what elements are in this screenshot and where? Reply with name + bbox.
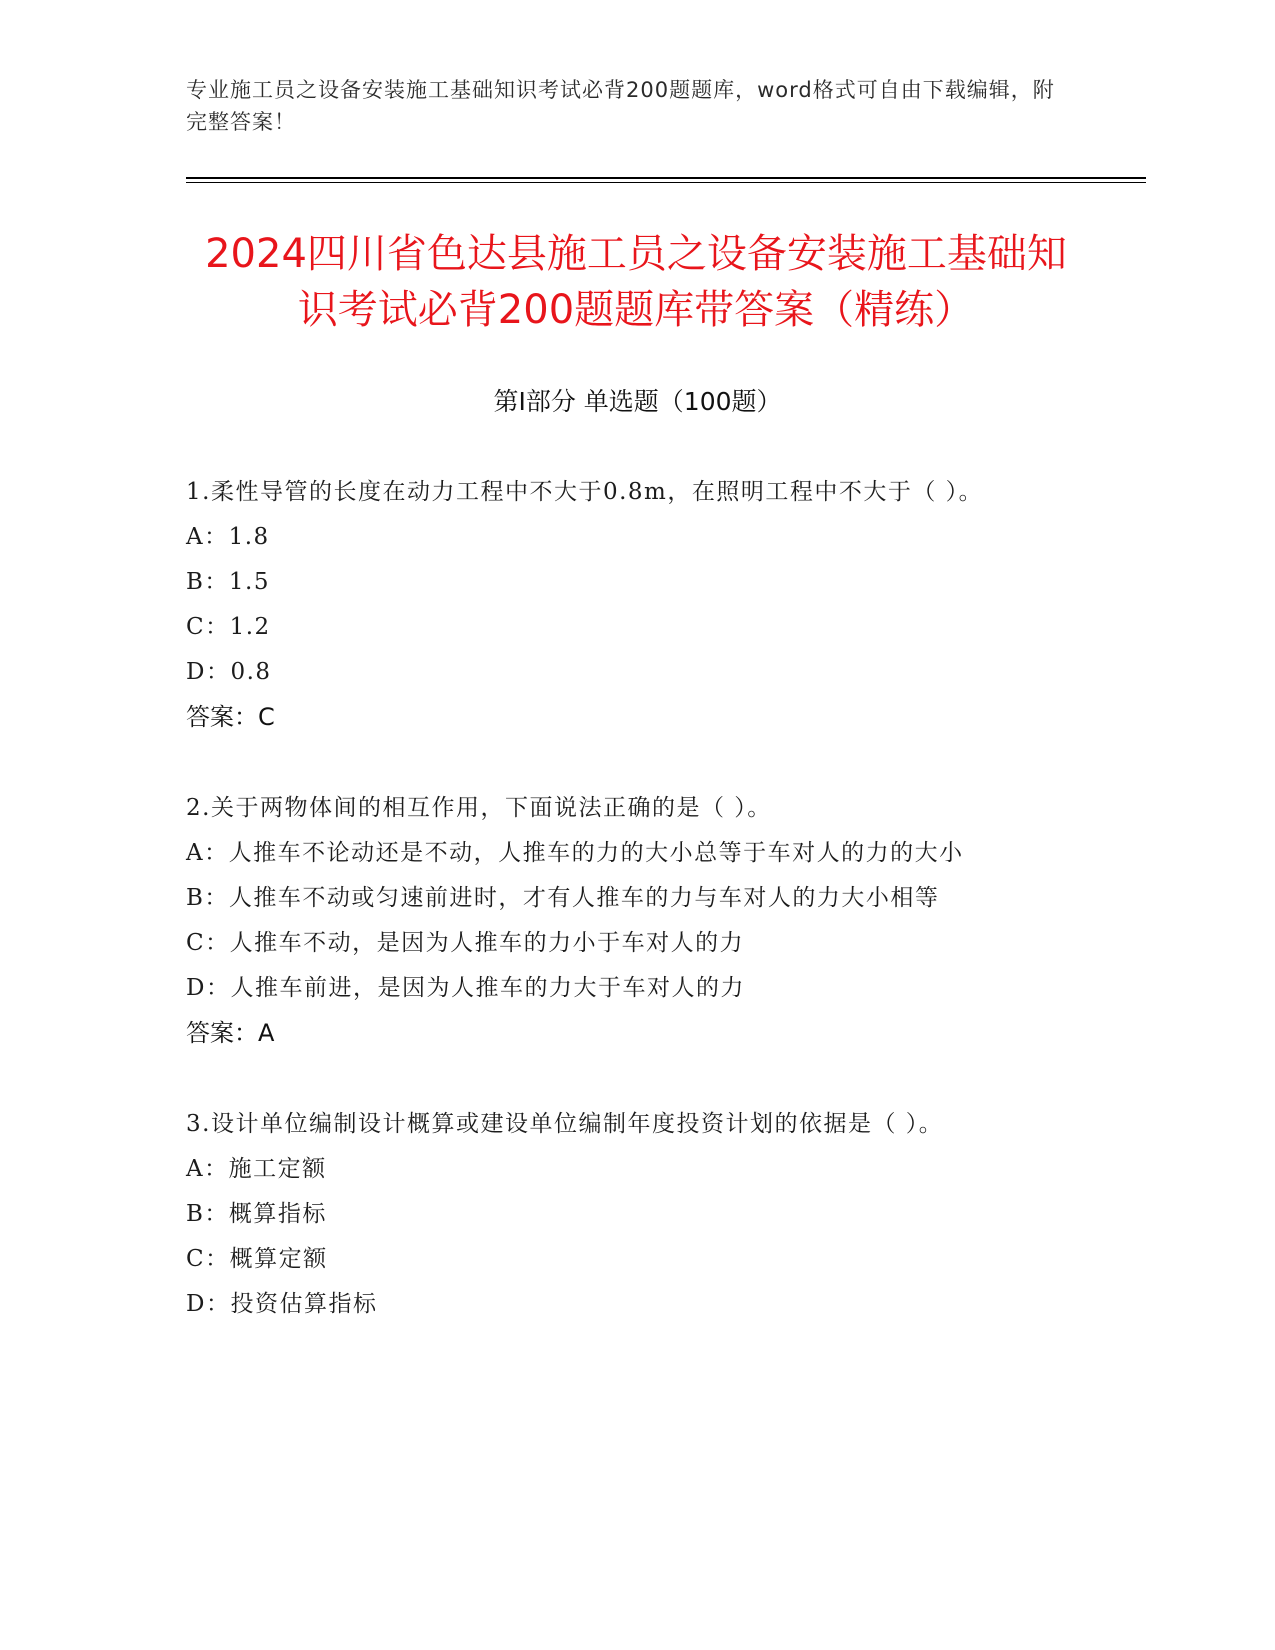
header-note: 专业施工员之设备安装施工基础知识考试必背200题题库，word格式可自由下载编辑，附完整答案！ (186, 78, 1055, 134)
question-list (186, 470, 1066, 1373)
question-1 (186, 470, 1066, 740)
document-title: 2024四川省色达县施工员之设备安装施工基础知识考试必背200题题库带答案（精练） (205, 231, 1067, 333)
option-d: D：投资估算指标 (186, 1291, 378, 1317)
option-b: B：人推车不动或匀速前进时，才有人推车的力与车对人的力大小相等 (186, 885, 940, 911)
option-c: C：1.2 (186, 614, 271, 640)
header-rule-thick (186, 177, 1146, 179)
question-stem: 2.关于两物体间的相互作用，下面说法正确的是（ ）。 (186, 795, 772, 821)
question-stem: 1.柔性导管的长度在动力工程中不大于0.8m，在照明工程中不大于（ ）。 (186, 479, 984, 505)
option-c: C：人推车不动，是因为人推车的力小于车对人的力 (186, 930, 745, 956)
option-d: D：人推车前进，是因为人推车的力大于车对人的力 (186, 975, 745, 1001)
option-b: B：概算指标 (186, 1201, 327, 1227)
option-b: B：1.5 (186, 569, 270, 595)
answer-line: 答案：C (186, 703, 275, 731)
option-c: C：概算定额 (186, 1246, 328, 1272)
option-a: A：施工定额 (186, 1156, 327, 1182)
question-2 (186, 786, 1066, 1056)
header-rule-thin (186, 182, 1146, 183)
question-stem: 3.设计单位编制设计概算或建设单位编制年度投资计划的依据是（ ）。 (186, 1111, 944, 1137)
answer-line: 答案：A (186, 1019, 275, 1047)
option-a: A：1.8 (186, 524, 270, 550)
section-heading: 第I部分 单选题（100题） (493, 387, 782, 416)
option-d: D：0.8 (186, 659, 272, 685)
question-3 (186, 1102, 1066, 1327)
option-a: A：人推车不论动还是不动，人推车的力的大小总等于车对人的力的大小 (186, 840, 964, 866)
